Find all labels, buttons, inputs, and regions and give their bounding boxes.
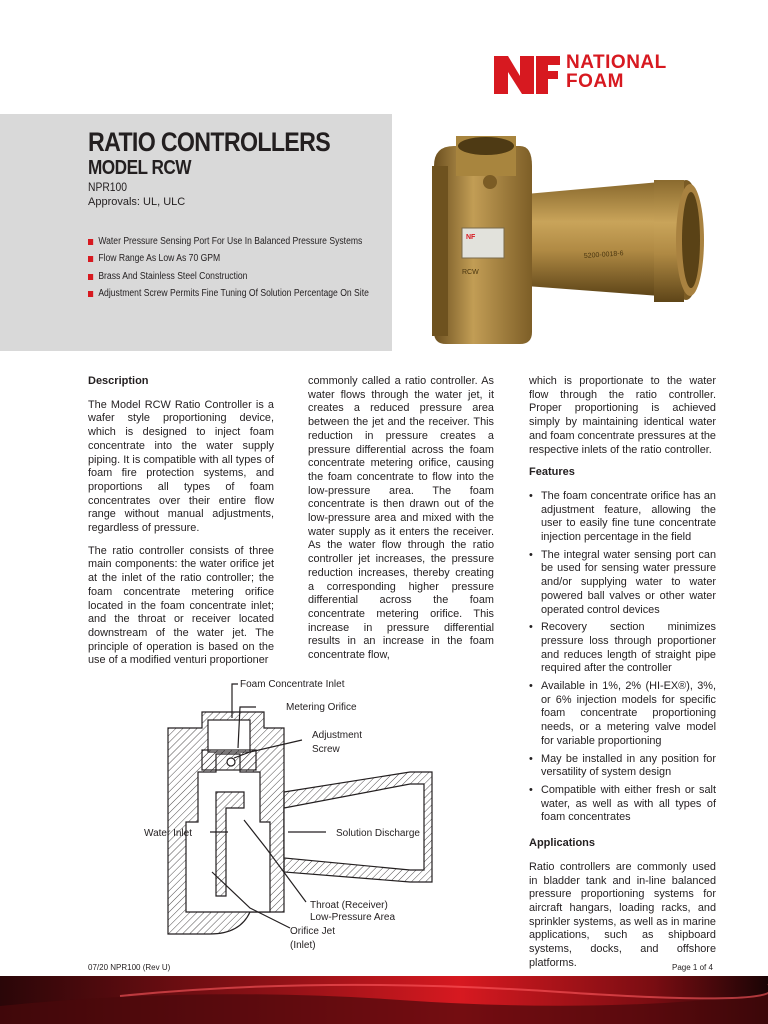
- features-heading: Features: [529, 466, 575, 479]
- label-orifice-line1: Orifice Jet: [290, 926, 336, 937]
- label-adjustment-line1: Adjustment: [312, 730, 363, 741]
- description-heading: Description: [88, 375, 149, 387]
- red-square-bullet-icon: [88, 239, 93, 245]
- nf-mark-icon: [494, 56, 560, 94]
- brand-name-line1: NATIONAL: [566, 52, 667, 73]
- brand-wordmark: [566, 53, 667, 91]
- label-orifice-line2: (Inlet): [290, 940, 316, 951]
- header-bullet: Flow Range As Low As 70 GPM: [88, 250, 346, 267]
- label-adjustment-line2: Screw: [312, 744, 340, 755]
- cross-section-diagram: [140, 672, 440, 954]
- feature-item: • The foam concentrate orifice has an adjustment feature, allowing the user to easily fine tune concentrate injection percentage in the field: [529, 490, 716, 545]
- feature-item: • Available in 1%, 2% (HI-EX®), 3%, or 6% injection models for specific foam concentrate proportioning needs, or a metering valve model for variable proportioning: [529, 680, 716, 749]
- feature-item: • Compatible with either fresh or salt water, as well as with all types of foam concentrates: [529, 784, 716, 825]
- page-subtitle: MODEL RCW: [88, 157, 192, 179]
- footer-page-number: Page 1 of 4: [672, 963, 713, 972]
- header-bullet: Water Pressure Sensing Port For Use In Balanced Pressure Systems: [88, 233, 346, 250]
- brand-name-line2: FOAM: [566, 71, 624, 92]
- approvals-text: Approvals: UL, ULC: [88, 196, 186, 208]
- header-bullet: Brass And Stainless Steel Construction: [88, 268, 346, 285]
- column-middle: [308, 375, 494, 672]
- feature-item: • May be installed in any position for versatility of system design: [529, 753, 716, 780]
- plate-logo: NF: [466, 234, 476, 241]
- casting-part-number: 5200-0018-6: [583, 250, 624, 260]
- label-water-inlet: Water Inlet: [144, 828, 192, 839]
- red-square-bullet-icon: [88, 274, 93, 280]
- feature-item: • Recovery section minimizes pressure loss through proportioner and reduces length of straight pipe required after the controller: [529, 621, 716, 676]
- feature-item: • The integral water sensing port can be used for sensing water pressure and/or supplying water to water powered ball valves or other water operated control devices: [529, 549, 716, 618]
- footer-doc-code: 07/20 NPR100 (Rev U): [88, 963, 171, 972]
- header-bullet: Adjustment Screw Permits Fine Tuning Of Solution Percentage On Site: [88, 285, 346, 302]
- description-paragraph: The Model RCW Ratio Controller is a wafer style proportioning device, which is designed to inject foam concentrate into the water supply piping. It is compatible with all types of foam fire protection systems, and proportions all types of foam concentrates over their entire flow range without manual adjustments, regardless of pressure.: [88, 398, 274, 535]
- column-left: [88, 375, 274, 677]
- label-throat-line2: Low-Pressure Area: [310, 912, 396, 923]
- page-title: RATIO CONTROLLERS: [88, 127, 330, 157]
- label-solution-discharge: Solution Discharge: [336, 828, 420, 839]
- red-square-bullet-icon: [88, 256, 93, 262]
- label-metering-orifice: Metering Orifice: [286, 702, 357, 713]
- header-bullet-list: [88, 233, 388, 302]
- description-paragraph: The ratio controller consists of three main components: the water orifice jet at the inlet of the ratio controller; the foam concentrate metering orifice located in the foam concentrate inlet; and the throat or receiver located downstream of the water jet. The principle of operation is based on the use of a modified venturi proportioner: [88, 544, 274, 667]
- column-right: [529, 375, 716, 979]
- model-number: NPR100: [88, 180, 128, 194]
- applications-heading: Applications: [529, 837, 596, 850]
- label-foam-inlet: Foam Concentrate Inlet: [240, 679, 345, 690]
- red-square-bullet-icon: [88, 291, 93, 297]
- description-paragraph: which is proportionate to the water flow through the ratio controller. Proper proportioning is achieved simply by maintaining identical water and foam concentrate pressures at the respective inlets of the ratio controller.: [529, 375, 716, 456]
- product-photo: [428, 136, 708, 348]
- features-list: [529, 490, 716, 825]
- footer-decorative-band: [0, 976, 768, 1024]
- description-paragraph: commonly called a ratio controller. As water flows through the water jet, it creates a reduced pressure area between the jet and the receiver. This reduction in pressure creates a pressure differential across the foam concentrate metering orifice, causing the foam concentrate to flow into the low-pressure area. The foam concentrate is then drawn out of the low-pressure area and mixed with the water supply as it enters the receiver. As the water flow through the ratio controller jet increases, the pressure reduction increases, thereby creating a corresponding higher pressure differential across the foam concentrate metering orifice. This increase in pressure differential results in an increase in the foam concentrate flow,: [308, 375, 494, 662]
- label-throat-line1: Throat (Receiver): [310, 900, 388, 911]
- applications-paragraph: Ratio controllers are commonly used in bladder tank and in-line balanced pressure proportioning systems for aircraft hangars, loading racks, and sprinkler systems, as well as in marine applications, such as shipboard systems, docks, and offshore platforms.: [529, 860, 716, 969]
- casting-text: RCW: [462, 269, 479, 276]
